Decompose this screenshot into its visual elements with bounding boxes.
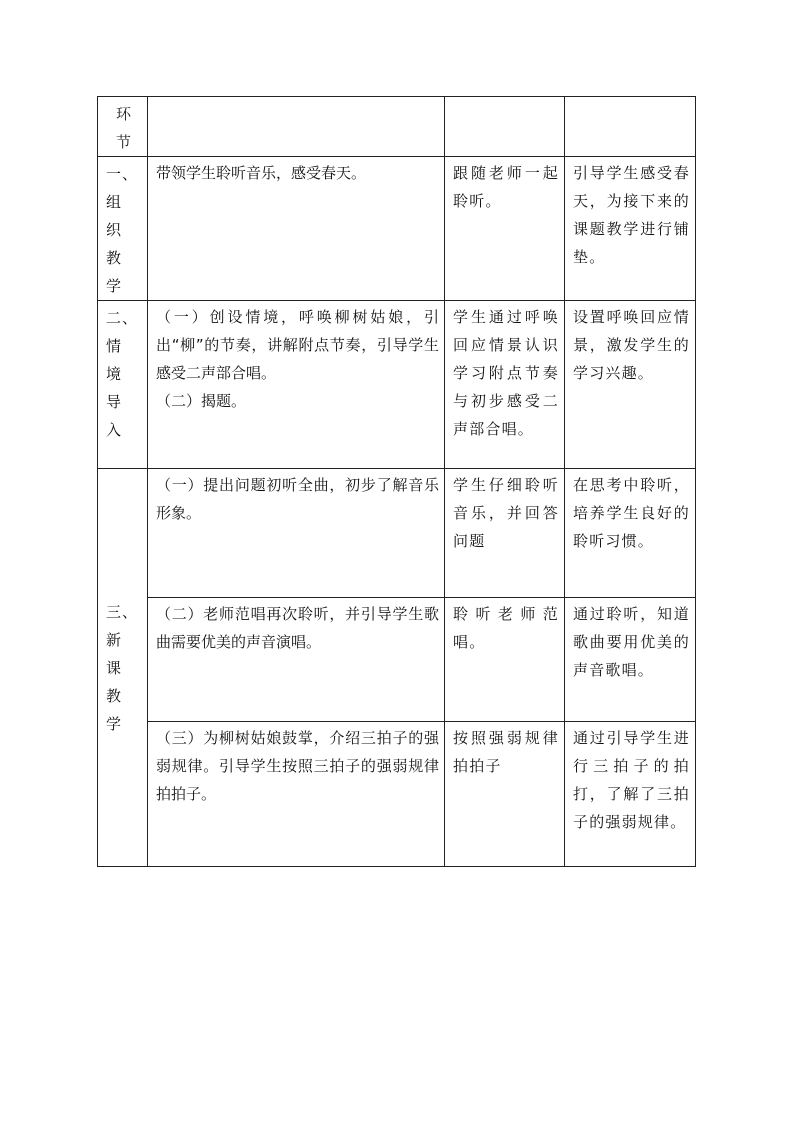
table-row — [98, 469, 696, 598]
design-intent-cell: 通过聆听，知道歌曲要用优美的声音歌唱。 — [565, 598, 696, 722]
table-row — [98, 301, 696, 469]
teacher-header-cell — [148, 97, 445, 157]
intent-header-cell — [565, 97, 696, 157]
design-intent-cell: 在思考中聆听，培养学生良好的聆听习惯。 — [565, 469, 696, 598]
stage-header-char: 节 — [116, 133, 132, 151]
design-intent-cell: 引导学生感受春天，为接下来的课题教学进行铺垫。 — [565, 157, 696, 301]
stage-line: 教 — [106, 686, 123, 705]
stage-line: 情 — [106, 337, 123, 355]
table-row — [98, 157, 696, 301]
stage-cell — [98, 157, 148, 301]
stage-line: 课 — [106, 658, 123, 677]
stage-header-cell — [98, 97, 148, 157]
stage-line: 一、 — [106, 165, 139, 183]
stage-line: 织 — [106, 221, 123, 239]
teacher-activity-cell — [148, 722, 445, 867]
teacher-activity-text: （二）老师范唱再次聆听，并引导学生歌曲需要优美的声音演唱。 — [156, 605, 439, 651]
student-activity-cell: 聆听老师范唱。 — [445, 598, 565, 722]
lesson-plan-table — [97, 96, 696, 867]
stage-line: 学 — [106, 714, 123, 733]
stage-line: 新 — [106, 630, 123, 649]
teacher-activity-cell — [148, 598, 445, 722]
stage-line: 入 — [106, 421, 123, 439]
stage-line: 二、 — [106, 309, 139, 327]
teacher-activity-text: （二）揭题。 — [156, 392, 247, 410]
student-activity-cell: 学生仔细聆听音乐，并回答问题 — [445, 469, 565, 598]
stage-line: 教 — [106, 249, 123, 267]
table-row — [98, 598, 696, 722]
stage-cell — [98, 301, 148, 469]
teacher-activity-text: （一）创设情境，呼唤柳树姑娘，引出“柳”的节奏，讲解附点节奏，引导学生感受二声部合唱。 — [156, 308, 439, 382]
teacher-activity-text: （三）为柳树姑娘鼓掌，介绍三拍子的强弱规律。引导学生按照三拍子的强弱规律拍拍子。 — [156, 729, 439, 803]
stage-line: 境 — [106, 365, 123, 383]
teacher-activity-text: （一）提出问题初听全曲，初步了解音乐形象。 — [156, 476, 439, 522]
design-intent-cell: 设置呼唤回应情景，激发学生的学习兴趣。 — [565, 301, 696, 469]
stage-cell — [98, 469, 148, 867]
teacher-activity-cell — [148, 469, 445, 598]
table-row — [98, 722, 696, 867]
teacher-activity-cell — [148, 157, 445, 301]
stage-line: 组 — [106, 193, 123, 211]
teacher-activity-cell — [148, 301, 445, 469]
stage-header-char: 环 — [116, 105, 132, 123]
stage-line: 三、 — [106, 602, 139, 621]
student-header-cell — [445, 97, 565, 157]
teacher-activity-text: 带领学生聆听音乐，感受春天。 — [156, 164, 367, 182]
student-activity-cell: 按照强弱规律拍拍子 — [445, 722, 565, 867]
stage-line: 导 — [106, 393, 123, 411]
student-activity-cell: 学生通过呼唤回应情景认识学习附点节奏与初步感受二声部合唱。 — [445, 301, 565, 469]
table-header-row — [98, 97, 696, 157]
stage-line: 学 — [106, 277, 123, 295]
student-activity-cell: 跟随老师一起聆听。 — [445, 157, 565, 301]
design-intent-cell: 通过引导学生进行三拍子的拍打，了解了三拍子的强弱规律。 — [565, 722, 696, 867]
